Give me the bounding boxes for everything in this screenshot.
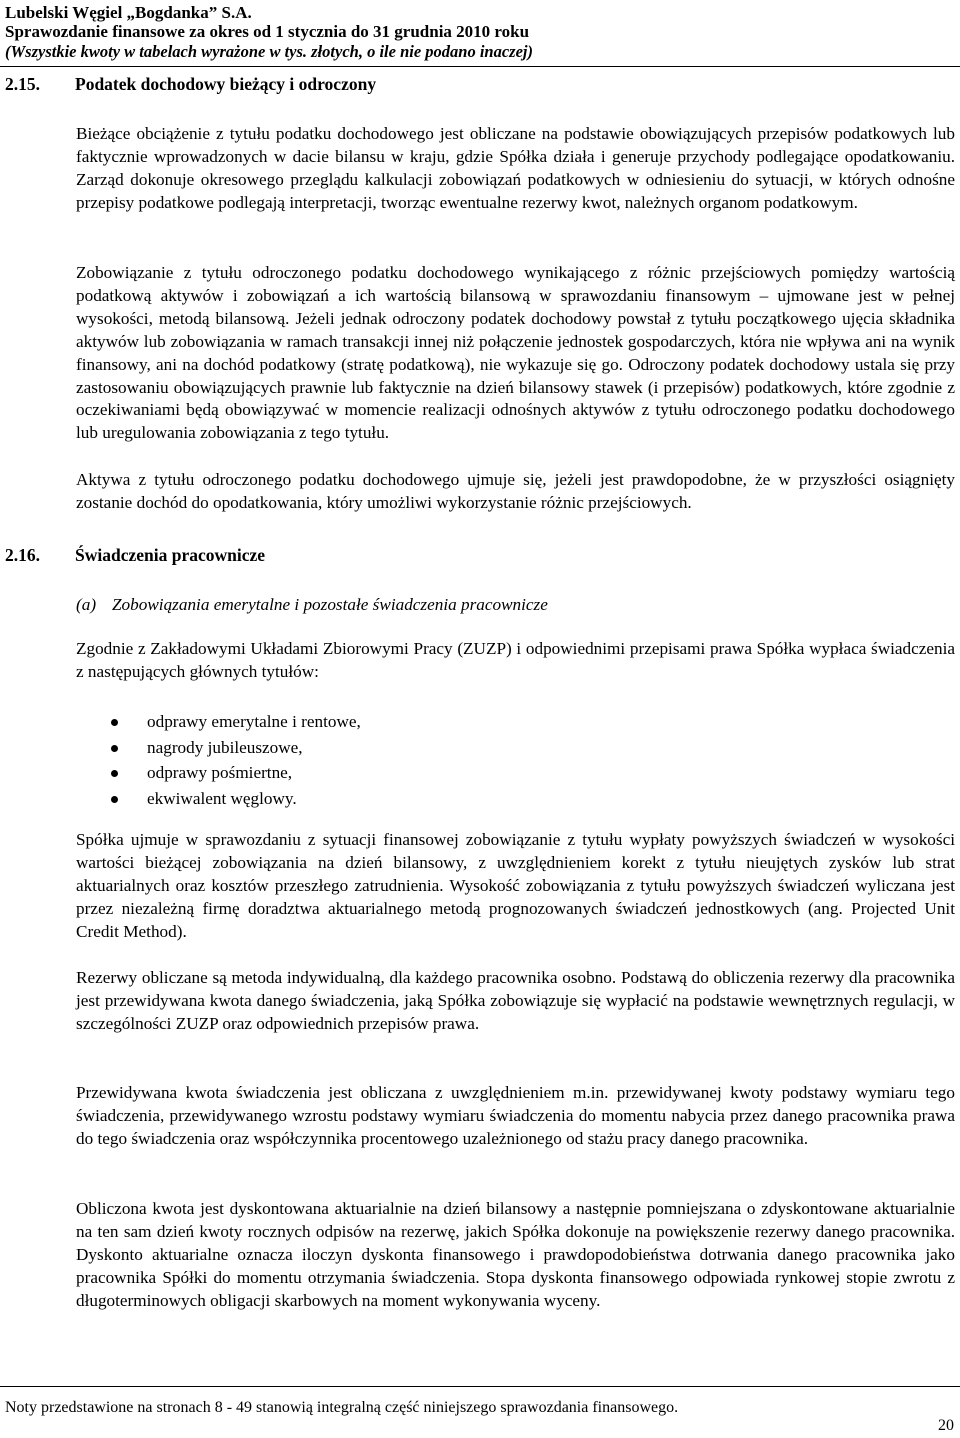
report-title: Sprawozdanie finansowe za okres od 1 stycznia do 31 grudnia 2010 roku (5, 22, 530, 41)
footer-note: Noty przedstawione na stronach 8 - 49 stanowią integralną część niniejszego sprawozdania finansowego. (5, 1399, 679, 1416)
section-number: 2.15. (5, 74, 40, 94)
paragraph: Zgodnie z Zakładowymi Układami Zbiorowymi Pracy (ZUZP) i odpowiednimi przepisami prawa Spółka wypłaca świadczenia z następujących głównych tytułów: (76, 639, 955, 681)
paragraph: Bieżące obciążenie z tytułu podatku dochodowego jest obliczane na podstawie obowiązujących przepisów podatkowych lub faktycznie wprowadzonych w dacie bilansu w kraju, gdzie Spółka działa i generuje przychody podlegające opodatkowaniu. Zarząd dokonuje okresowego przeglądu kalkulacji zobowiązań podatkowych w odniesieniu do sytuacji, w których odnośne przepisy podatkowe podlegają interpretacji, tworząc ewentualne rezerwy kwot, należnych organom podatkowym. (76, 124, 955, 212)
paragraph: Aktywa z tytułu odroczonego podatku dochodowego ujmuje się, jeżeli jest prawdopodobne, że w przyszłości osiągnięty zostanie dochód do opodatkowania, który umożliwi wykorzystanie różnic przejściowych. (76, 470, 955, 512)
subsection-title: Zobowiązania emerytalne i pozostałe świadczenia pracownicze (112, 595, 548, 614)
list-item (107, 709, 361, 735)
list-item-text: nagrody jubileuszowe, (147, 737, 303, 757)
section-heading-2-16 (5, 545, 265, 566)
list-item (107, 786, 361, 812)
paragraph: Obliczona kwota jest dyskontowana aktuarialnie na dzień bilansowy a następnie pomniejszana o zdyskontowane aktuarialnie na ten sam dzień kwoty rocznych odpisów na rezerwę, jakich Spółka dokonuje na powiększenie rezerwy danego pracownika. Dyskonto aktuarialne oznacza iloczyn dyskonta finansowego i prawdopodobieństwa dotrwania danego pracownika jako pracownika Spółki do momentu otrzymania świadczenia. Stopa dyskonta finansowego odpowiada rynkowej stopie zwrotu z długoterminowych obligacji skarbowych na moment wykonywania wyceny. (76, 1199, 955, 1310)
list-item-text: ekwiwalent węglowy. (147, 788, 297, 808)
section-title: Świadczenia pracownicze (75, 545, 266, 565)
bullet-icon (111, 770, 118, 777)
list-item-text: odprawy emerytalne i rentowe, (147, 712, 361, 731)
paragraph: Rezerwy obliczane są metoda indywidualną, dla każdego pracownika osobno. Podstawą do obliczenia rezerwy dla pracownika jest przewidywana kwota danego świadczenia, jaką Spółka zobowiązuje się wypłacić na podstawie wewnętrznych regulacji, w szczególności ZUZP oraz odpowiednich przepisów prawa. (76, 968, 955, 1033)
header-divider (0, 66, 960, 67)
company-name: Lubelski Węgiel „Bogdanka” S.A. (5, 3, 252, 22)
paragraph: Spółka ujmuje w sprawozdaniu z sytuacji finansowej zobowiązanie z tytułu wypłaty powyższych świadczeń w wysokości wartości bieżącej zobowiązania na dzień bilansowy, z uwzględnieniem korekt z tytułu nieujętych zysków lub strat aktuarialnych oraz kosztów przeszłego zatrudnienia. Wysokość zobowiązania z tytułu powyższych świadczeń wyliczana jest przez niezależną firmę doradztwa aktuarialnego metodą prognozowanych świadczeń jednostkowych (ang. Projected Unit Credit Method). (76, 830, 955, 941)
benefits-list (107, 709, 361, 811)
section-heading-2-15 (5, 74, 376, 95)
bullet-icon (111, 796, 118, 803)
paragraph: Przewidywana kwota świadczenia jest obliczana z uwzględnieniem m.in. przewidywanej kwoty podstawy wymiaru tego świadczenia, przewidywanego wzrostu podstawy wymiaru świadczenia do momentu nabycia przez danego pracownika prawa do tego świadczenia oraz współczynnika procentowego uzależnionego od stażu pracy danego pracownika. (76, 1083, 955, 1148)
paragraph: Zobowiązanie z tytułu odroczonego podatku dochodowego wynikającego z różnic przejściowych pomiędzy wartością podatkową aktywów i zobowiązań a ich wartością bilansową w sprawozdaniu finansowym – ujmowane jest w pełnej wysokości, metodą bilansową. Jeżeli jednak odroczony podatek dochodowy powstał z tytułu początkowego ujęcia składnika aktywów lub zobowiązania w ramach transakcji innej niż połączenie jednostek gospodarczych, która nie wpływa ani na wynik finansowy, ani na dochód podatkowy (stratę podatkową), nie wykazuje się go. Odroczony podatek dochodowy ustala się przy zastosowaniu obowiązujących prawnie lub faktycznie na dzień bilansowy stawek (i przepisów) podatkowych, które zgodnie z oczekiwaniami będą obowiązywać w momencie realizacji odnośnych aktywów z tytułu odroczonego podatku dochodowego lub uregulowania zobowiązania z tego tytułu. (76, 263, 955, 443)
subsection-heading (76, 594, 955, 617)
bullet-icon (111, 719, 118, 726)
section-number: 2.16. (5, 545, 40, 565)
list-item (107, 760, 361, 786)
list-item (107, 735, 361, 761)
list-item-text: odprawy pośmiertne, (147, 763, 293, 782)
subsection-tag: (a) (76, 595, 97, 614)
page-number: 20 (938, 1417, 954, 1434)
section-title: Podatek dochodowy bieżący i odroczony (75, 74, 377, 94)
currency-note: (Wszystkie kwoty w tabelach wyrażone w tys. złotych, o ile nie podano inaczej) (5, 42, 533, 61)
bullet-icon (111, 745, 118, 752)
footer-divider (0, 1386, 960, 1387)
